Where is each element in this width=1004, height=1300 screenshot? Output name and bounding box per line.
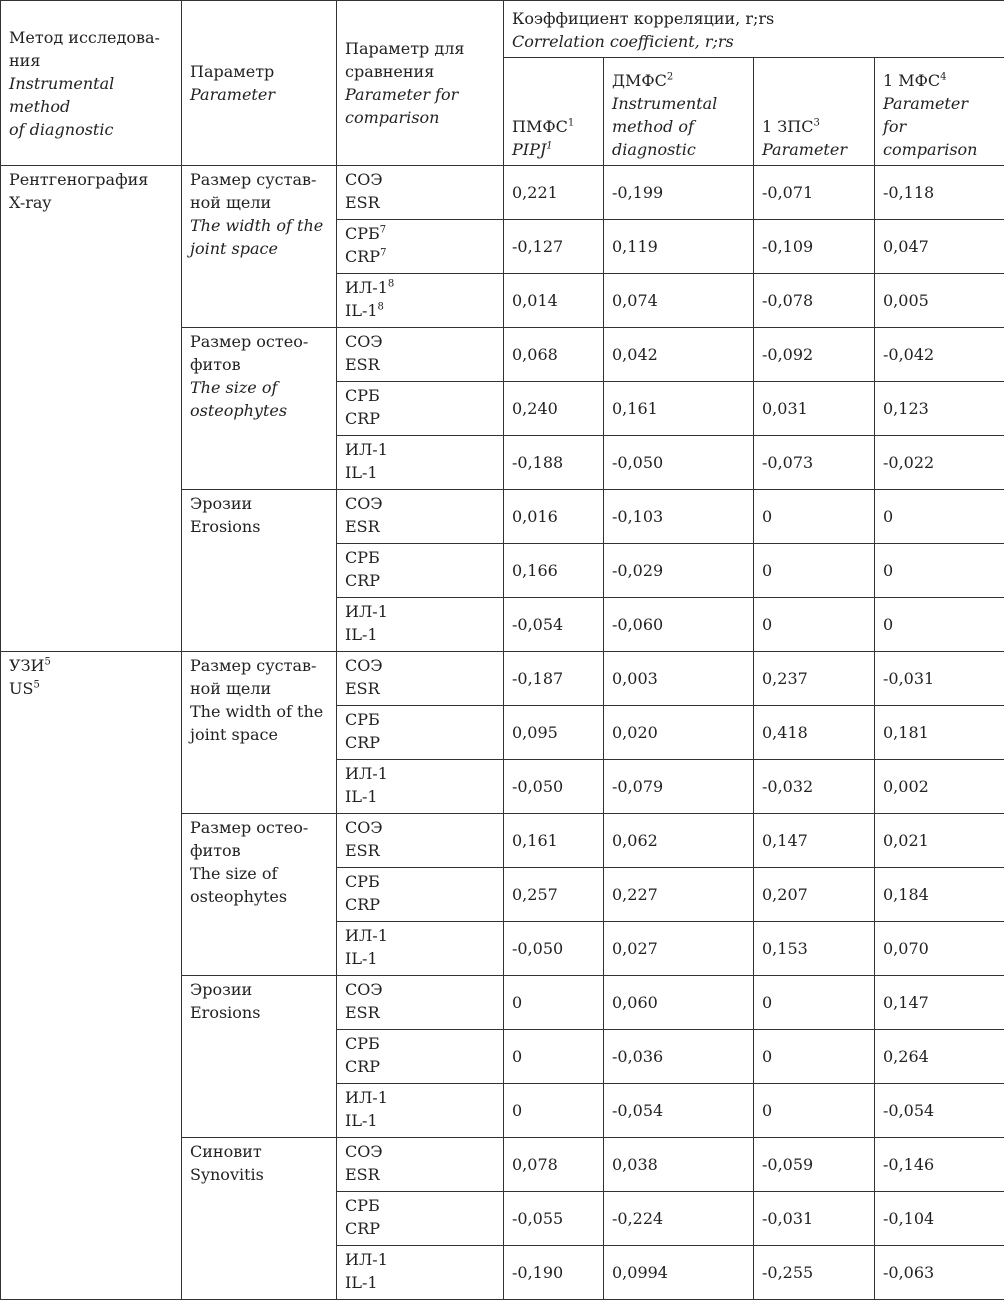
value-cell: 0	[504, 1084, 604, 1138]
header-col-2-en2: method of	[612, 115, 745, 138]
comparison-cell	[337, 1030, 504, 1084]
value-cell: -0,029	[604, 544, 754, 598]
method-en	[9, 677, 173, 700]
method-en-text: US	[9, 679, 33, 698]
comparison-en	[345, 191, 495, 214]
comparison-cell	[337, 220, 504, 274]
comparison-en-text: ESR	[345, 193, 380, 212]
comparison-en	[345, 1271, 495, 1294]
value-cell: -0,146	[875, 1138, 1004, 1192]
parameter-line: фитов	[190, 839, 328, 862]
comparison-ru-text: СРБ	[345, 1034, 380, 1053]
comparison-ru	[345, 276, 495, 299]
value-cell: 0,020	[604, 706, 754, 760]
comparison-en	[345, 245, 495, 268]
comparison-ru-text: СРБ	[345, 872, 380, 891]
value-cell: -0,078	[754, 274, 875, 328]
comparison-ru-text: СОЭ	[345, 332, 383, 351]
comparison-ru-text: ИЛ-1	[345, 926, 388, 945]
value-cell: 0,078	[504, 1138, 604, 1192]
header-col-2-ru-text: ДМФС	[612, 71, 667, 90]
value-cell: -0,050	[604, 436, 754, 490]
header-col-4	[875, 58, 1004, 166]
comparison-ru	[345, 924, 495, 947]
parameter-line: ной щели	[190, 677, 328, 700]
parameter-line: Размер остео-	[190, 330, 328, 353]
parameter-line: Размер остео-	[190, 816, 328, 839]
value-cell: -0,071	[754, 166, 875, 220]
header-col-1-en-sup: 1	[546, 141, 552, 152]
parameter-line: Synovitis	[190, 1163, 328, 1186]
comparison-ru-sup: 8	[388, 279, 394, 290]
header-correlation-en: Correlation coefficient, r;rs	[512, 30, 996, 53]
method-ru	[9, 654, 173, 677]
value-cell: -0,031	[875, 652, 1004, 706]
header-col-3	[754, 58, 875, 166]
value-cell: 0,166	[504, 544, 604, 598]
comparison-cell	[337, 490, 504, 544]
comparison-ru	[345, 1086, 495, 1109]
header-col-4-en2: for	[883, 115, 996, 138]
comparison-en-text: IL-1	[345, 301, 378, 320]
comparison-en	[345, 407, 495, 430]
value-cell: 0,418	[754, 706, 875, 760]
parameter-line: Синовит	[190, 1140, 328, 1163]
parameter-line: osteophytes	[190, 399, 328, 422]
comparison-cell	[337, 598, 504, 652]
comparison-ru	[345, 492, 495, 515]
value-cell: -0,050	[504, 922, 604, 976]
header-col-3-ru-sup: 3	[813, 118, 819, 129]
comparison-cell	[337, 868, 504, 922]
value-cell: -0,224	[604, 1192, 754, 1246]
value-cell: 0,068	[504, 328, 604, 382]
value-cell: 0,161	[504, 814, 604, 868]
value-cell: 0,014	[504, 274, 604, 328]
value-cell: -0,109	[754, 220, 875, 274]
comparison-en-text: CRP	[345, 1057, 380, 1076]
comparison-ru-text: СОЭ	[345, 494, 383, 513]
header-comparison-ru-1: Параметр для	[345, 37, 495, 60]
parameter-line: joint space	[190, 723, 328, 746]
value-cell: -0,059	[754, 1138, 875, 1192]
comparison-en	[345, 569, 495, 592]
comparison-cell	[337, 706, 504, 760]
value-cell: 0,147	[875, 976, 1004, 1030]
value-cell: 0,227	[604, 868, 754, 922]
comparison-en	[345, 1217, 495, 1240]
parameter-line: The size of	[190, 376, 328, 399]
comparison-ru-sup: 7	[380, 225, 386, 236]
comparison-en-sup: 7	[380, 248, 386, 259]
value-cell: 0	[754, 976, 875, 1030]
header-comparison-en-2: comparison	[345, 106, 495, 129]
comparison-ru-text: ИЛ-1	[345, 1088, 388, 1107]
comparison-cell	[337, 976, 504, 1030]
value-cell: -0,055	[504, 1192, 604, 1246]
parameter-line: Эрозии	[190, 978, 328, 1001]
value-cell: 0	[754, 598, 875, 652]
value-cell: -0,103	[604, 490, 754, 544]
value-cell: -0,187	[504, 652, 604, 706]
value-cell: 0,119	[604, 220, 754, 274]
comparison-ru	[345, 816, 495, 839]
comparison-en-text: ESR	[345, 355, 380, 374]
header-comparison-ru-2: сравнения	[345, 60, 495, 83]
comparison-ru	[345, 654, 495, 677]
comparison-ru-text: СРБ	[345, 224, 380, 243]
value-cell: 0,047	[875, 220, 1004, 274]
comparison-ru	[345, 168, 495, 191]
value-cell: 0	[754, 544, 875, 598]
value-cell: 0	[504, 1030, 604, 1084]
header-parameter-ru: Параметр	[190, 60, 328, 83]
comparison-en	[345, 1109, 495, 1132]
value-cell: 0	[875, 598, 1004, 652]
value-cell: 0,147	[754, 814, 875, 868]
value-cell: 0	[754, 1084, 875, 1138]
header-col-1-ru	[512, 115, 595, 138]
header-comparison-en-1: Parameter for	[345, 83, 495, 106]
method-ru-text: Рентгенография	[9, 170, 148, 189]
comparison-en	[345, 1163, 495, 1186]
value-cell: 0	[754, 490, 875, 544]
comparison-ru	[345, 870, 495, 893]
value-cell: -0,054	[504, 598, 604, 652]
value-cell: 0,237	[754, 652, 875, 706]
value-cell: -0,118	[875, 166, 1004, 220]
value-cell: 0,016	[504, 490, 604, 544]
header-col-1-en-text: PIPJ	[512, 140, 546, 159]
comparison-en-text: CRP	[345, 1219, 380, 1238]
comparison-ru	[345, 222, 495, 245]
value-cell: 0	[875, 490, 1004, 544]
parameter-line: The size of	[190, 862, 328, 885]
comparison-ru	[345, 546, 495, 569]
comparison-en	[345, 623, 495, 646]
header-col-4-ru-sup: 4	[940, 72, 946, 83]
comparison-en-text: ESR	[345, 1003, 380, 1022]
value-cell: 0	[754, 1030, 875, 1084]
header-col-1-en	[512, 138, 595, 161]
parameter-line: The width of the	[190, 214, 328, 237]
value-cell: 0,181	[875, 706, 1004, 760]
parameter-line: Эрозии	[190, 492, 328, 515]
header-col-2-en3: diagnostic	[612, 138, 745, 161]
comparison-en-text: IL-1	[345, 949, 378, 968]
comparison-en-text: ESR	[345, 1165, 380, 1184]
header-comparison	[337, 1, 504, 166]
comparison-en	[345, 515, 495, 538]
comparison-en	[345, 353, 495, 376]
method-ru-sup: 5	[44, 657, 50, 668]
parameter-cell	[182, 814, 337, 976]
parameter-line: osteophytes	[190, 885, 328, 908]
parameter-line: Размер сустав-	[190, 168, 328, 191]
value-cell: -0,042	[875, 328, 1004, 382]
method-en-sup: 5	[33, 680, 39, 691]
header-col-2-en	[612, 92, 745, 115]
comparison-ru	[345, 600, 495, 623]
comparison-ru-text: СОЭ	[345, 656, 383, 675]
comparison-cell	[337, 922, 504, 976]
value-cell: -0,022	[875, 436, 1004, 490]
value-cell: -0,104	[875, 1192, 1004, 1246]
header-col-2-ru-sup: 2	[667, 72, 673, 83]
parameter-line: joint space	[190, 237, 328, 260]
value-cell: -0,063	[875, 1246, 1004, 1300]
comparison-ru	[345, 438, 495, 461]
parameter-cell	[182, 1138, 337, 1300]
comparison-en-text: IL-1	[345, 787, 378, 806]
header-col-3-ru	[762, 115, 866, 138]
header-col-2-ru	[612, 69, 745, 92]
comparison-ru	[345, 762, 495, 785]
comparison-en	[345, 1055, 495, 1078]
comparison-en	[345, 839, 495, 862]
value-cell: -0,199	[604, 166, 754, 220]
comparison-cell	[337, 760, 504, 814]
value-cell: -0,031	[754, 1192, 875, 1246]
comparison-en-text: CRP	[345, 895, 380, 914]
value-cell: 0,062	[604, 814, 754, 868]
header-method-ru-1: Метод исследова-	[9, 26, 173, 49]
parameter-line: ной щели	[190, 191, 328, 214]
value-cell: 0,002	[875, 760, 1004, 814]
comparison-en	[345, 947, 495, 970]
value-cell: 0,074	[604, 274, 754, 328]
value-cell: -0,060	[604, 598, 754, 652]
method-cell	[1, 166, 182, 652]
parameter-cell	[182, 652, 337, 814]
comparison-en-text: IL-1	[345, 625, 378, 644]
comparison-cell	[337, 328, 504, 382]
value-cell: -0,050	[504, 760, 604, 814]
header-col-1-ru-sup: 1	[568, 118, 574, 129]
comparison-ru-text: СОЭ	[345, 980, 383, 999]
value-cell: -0,054	[604, 1084, 754, 1138]
comparison-ru	[345, 1194, 495, 1217]
header-col-3-ru-text: 1 ЗПС	[762, 117, 813, 136]
comparison-cell	[337, 274, 504, 328]
value-cell: 0,060	[604, 976, 754, 1030]
comparison-ru	[345, 1248, 495, 1271]
comparison-en-text: CRP	[345, 247, 380, 266]
comparison-cell	[337, 814, 504, 868]
comparison-ru	[345, 384, 495, 407]
header-col-4-ru	[883, 69, 996, 92]
comparison-cell	[337, 1138, 504, 1192]
comparison-ru-text: СОЭ	[345, 1142, 383, 1161]
method-en-text: X-ray	[9, 193, 51, 212]
header-col-4-en3: comparison	[883, 138, 996, 161]
comparison-ru	[345, 330, 495, 353]
value-cell: -0,054	[875, 1084, 1004, 1138]
comparison-en-text: ESR	[345, 841, 380, 860]
comparison-ru-text: СРБ	[345, 386, 380, 405]
comparison-cell	[337, 544, 504, 598]
comparison-ru-text: ИЛ-1	[345, 440, 388, 459]
value-cell: -0,255	[754, 1246, 875, 1300]
value-cell: 0	[875, 544, 1004, 598]
parameter-cell	[182, 490, 337, 652]
header-col-2-en-text: Instrumental	[612, 94, 717, 113]
comparison-en	[345, 677, 495, 700]
comparison-ru-text: ИЛ-1	[345, 1250, 388, 1269]
value-cell: 0,027	[604, 922, 754, 976]
header-col-4-ru-text: 1 МФС	[883, 71, 940, 90]
comparison-en-text: IL-1	[345, 463, 378, 482]
comparison-cell	[337, 166, 504, 220]
header-method	[1, 1, 182, 166]
value-cell: 0,161	[604, 382, 754, 436]
comparison-en	[345, 785, 495, 808]
method-en	[9, 191, 173, 214]
value-cell: 0,070	[875, 922, 1004, 976]
comparison-en-text: CRP	[345, 409, 380, 428]
header-parameter	[182, 1, 337, 166]
comparison-en-text: CRP	[345, 733, 380, 752]
comparison-en	[345, 731, 495, 754]
comparison-ru-text: СРБ	[345, 710, 380, 729]
comparison-en-text: IL-1	[345, 1273, 378, 1292]
header-method-en-1: Instrumental method	[9, 72, 173, 118]
comparison-ru	[345, 1032, 495, 1055]
header-correlation	[504, 1, 1004, 58]
comparison-cell	[337, 1084, 504, 1138]
comparison-en-sup: 8	[378, 302, 384, 313]
header-method-ru-2: ния	[9, 49, 173, 72]
header-col-4-en-text: Parameter	[883, 94, 968, 113]
comparison-en	[345, 461, 495, 484]
value-cell: -0,032	[754, 760, 875, 814]
parameter-line: The width of the	[190, 700, 328, 723]
value-cell: 0,240	[504, 382, 604, 436]
parameter-line: фитов	[190, 353, 328, 376]
value-cell: -0,092	[754, 328, 875, 382]
comparison-ru	[345, 978, 495, 1001]
parameter-line: Erosions	[190, 1001, 328, 1024]
method-cell	[1, 652, 182, 1300]
comparison-ru-text: СРБ	[345, 1196, 380, 1215]
comparison-en	[345, 893, 495, 916]
method-ru-text: УЗИ	[9, 656, 44, 675]
value-cell: 0,031	[754, 382, 875, 436]
comparison-ru	[345, 708, 495, 731]
comparison-cell	[337, 436, 504, 490]
value-cell: 0,264	[875, 1030, 1004, 1084]
comparison-en-text: ESR	[345, 517, 380, 536]
value-cell: -0,127	[504, 220, 604, 274]
method-ru	[9, 168, 173, 191]
comparison-cell	[337, 1246, 504, 1300]
value-cell: 0,257	[504, 868, 604, 922]
value-cell: 0,042	[604, 328, 754, 382]
value-cell: 0,003	[604, 652, 754, 706]
comparison-ru-text: СОЭ	[345, 170, 383, 189]
header-col-1	[504, 58, 604, 166]
comparison-ru-text: СРБ	[345, 548, 380, 567]
comparison-en	[345, 299, 495, 322]
header-col-3-en-text: Parameter	[762, 140, 847, 159]
value-cell: -0,079	[604, 760, 754, 814]
value-cell: 0,038	[604, 1138, 754, 1192]
value-cell: -0,188	[504, 436, 604, 490]
comparison-cell	[337, 382, 504, 436]
value-cell: 0,0994	[604, 1246, 754, 1300]
comparison-en-text: ESR	[345, 679, 380, 698]
header-col-2	[604, 58, 754, 166]
header-col-3-en	[762, 138, 866, 161]
comparison-ru-text: ИЛ-1	[345, 764, 388, 783]
table-row	[1, 166, 1004, 220]
value-cell: -0,036	[604, 1030, 754, 1084]
comparison-ru-text: СОЭ	[345, 818, 383, 837]
value-cell: 0	[504, 976, 604, 1030]
parameter-line: Erosions	[190, 515, 328, 538]
comparison-cell	[337, 652, 504, 706]
value-cell: -0,190	[504, 1246, 604, 1300]
value-cell: 0,021	[875, 814, 1004, 868]
parameter-cell	[182, 328, 337, 490]
comparison-ru-text: ИЛ-1	[345, 602, 388, 621]
header-parameter-en: Parameter	[190, 83, 328, 106]
parameter-line: Размер сустав-	[190, 654, 328, 677]
value-cell: -0,073	[754, 436, 875, 490]
comparison-ru	[345, 1140, 495, 1163]
comparison-en-text: CRP	[345, 571, 380, 590]
comparison-cell	[337, 1192, 504, 1246]
value-cell: 0,207	[754, 868, 875, 922]
header-col-1-ru-text: ПМФС	[512, 117, 568, 136]
comparison-ru-text: ИЛ-1	[345, 278, 388, 297]
value-cell: 0,095	[504, 706, 604, 760]
parameter-cell	[182, 976, 337, 1138]
comparison-en	[345, 1001, 495, 1024]
value-cell: 0,221	[504, 166, 604, 220]
value-cell: 0,153	[754, 922, 875, 976]
header-method-en-2: of diagnostic	[9, 118, 173, 141]
header-col-4-en	[883, 92, 996, 115]
value-cell: 0,005	[875, 274, 1004, 328]
value-cell: 0,123	[875, 382, 1004, 436]
value-cell: 0,184	[875, 868, 1004, 922]
parameter-cell	[182, 166, 337, 328]
comparison-en-text: IL-1	[345, 1111, 378, 1130]
header-correlation-ru: Коэффициент корреляции, r;rs	[512, 7, 996, 30]
table-row	[1, 652, 1004, 706]
